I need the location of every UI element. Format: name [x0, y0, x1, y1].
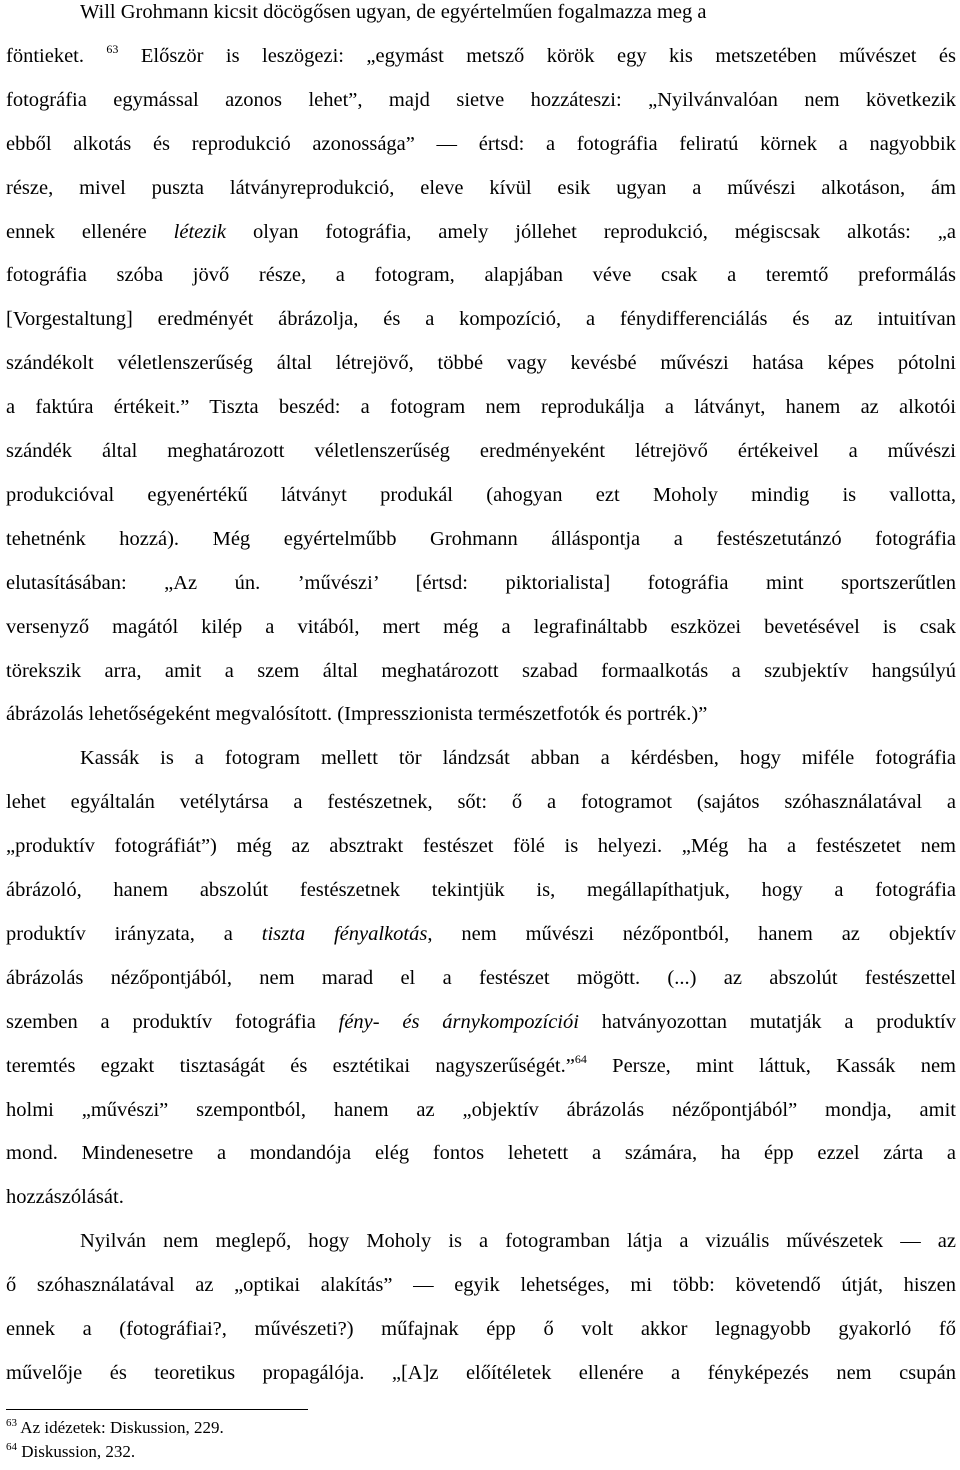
text-segment: ábrázolás nézőpontjából, nem marad el a festészet mögött. (...) az abszolút festészettel	[6, 966, 956, 989]
text-segment: része, mivel puszta látványreprodukció, eleve kívül esik ugyan a művészi alkotáson, ám	[6, 176, 956, 199]
text-segment: produkcióval egyenértékű látványt produkál (ahogyan ezt Moholy mindig is vallotta,	[6, 483, 956, 506]
text-segment: szándékolt véletlenszerűség által létrejövő, többé vagy kevésbé művészi hatása képes pótolni	[6, 352, 956, 375]
text-line	[6, 1273, 956, 1297]
text-segment: holmi „művészi” szempontból, hanem az „objektív ábrázolás nézőpontjából” mondja, amit	[6, 1098, 956, 1121]
text-segment: fotográfia szóba jövő része, a fotogram, alapjában véve csak a teremtő preformálás	[6, 264, 956, 287]
text-line	[6, 1185, 124, 1209]
text-line	[6, 615, 956, 639]
text-segment: ábrázolás lehetőségeként megvalósított. (Impresszionista természetfotók és portrék.)”	[6, 703, 708, 726]
text-line	[6, 659, 956, 683]
text-segment: tehetnénk hozzá). Még egyértelműbb Grohmann álláspontja a festészetutánzó fotográfia	[6, 527, 956, 550]
text-line	[6, 571, 956, 595]
text-line	[6, 395, 956, 419]
footnote-number: 64	[6, 1441, 17, 1453]
text-line	[6, 922, 956, 946]
text-segment: , nem művészi nézőpontból, hanem az objektív	[427, 922, 956, 945]
italic-text: fény- és árnykompozíciói	[338, 1010, 579, 1033]
text-line	[6, 1051, 956, 1078]
text-line	[6, 527, 956, 551]
text-segment: mond. Mindenesetre a mondandója elég fontos lehetett a számára, ha épp ezzel zárta a	[6, 1142, 956, 1165]
text-segment: elutasításában: „Az ún. ’művészi’ [értsd: piktorialista] fotográfia mint sportszerűtlen	[6, 571, 956, 594]
text-segment: törekszik arra, amit a szem által meghatározott szabad formaalkotás a szubjektív hangsúlyú	[6, 659, 956, 682]
text-line	[80, 1229, 956, 1253]
footnote-separator	[6, 1409, 308, 1410]
text-line	[6, 1010, 956, 1034]
text-line	[6, 351, 956, 375]
text-segment: Will Grohmann kicsit döcögősen ugyan, de egyértelműen fogalmazza meg a	[80, 1, 707, 23]
text-line	[6, 834, 956, 858]
text-line	[6, 966, 956, 990]
text-segment: szándék által meghatározott véletlenszerűség eredményeként létrejövő értékeivel a művészi	[6, 440, 956, 462]
text-line	[6, 41, 956, 68]
footnote	[6, 1418, 224, 1438]
text-line	[80, 746, 956, 770]
text-segment: ebből alkotás és reprodukció azonossága” ― értsd: a fotográfia feliratú körnek a nagyobbik	[6, 132, 956, 155]
text-line	[6, 790, 956, 814]
text-line	[6, 1141, 956, 1165]
text-line	[6, 878, 956, 902]
text-segment: [Vorgestaltung] eredményét ábrázolja, és a kompozíció, a fénydifferenciálás és az intuitívan	[6, 308, 956, 331]
text-segment: olyan fotográfia, amely jóllehet reprodukció, mégiscsak alkotás: „a	[226, 220, 956, 243]
footnote-ref: 63	[106, 41, 119, 56]
text-segment: versenyző magától kilép a vitából, mert még a legrafináltabb eszközei bevetésével is csak	[6, 615, 956, 638]
text-segment: fotográfia egymással azonos lehet”, majd sietve hozzáteszi: „Nyilvánvalóan nem következik	[6, 88, 956, 111]
text-segment: ábrázoló, hanem abszolút festészetnek tekintjük is, megállapíthatjuk, hogy a fotográfia	[6, 879, 956, 901]
text-segment: Nyilván nem meglepő, hogy Moholy is a fotogramban látja a vizuális művészetek ― az	[80, 1230, 956, 1253]
text-line	[6, 439, 956, 463]
text-line	[6, 1361, 956, 1385]
footnote-text: Diskussion, 232.	[17, 1442, 136, 1461]
text-segment: föntieket.	[6, 44, 107, 67]
text-segment: szemben a produktív fotográfia	[6, 1010, 339, 1033]
italic-text: létezik	[173, 220, 227, 243]
text-segment: művelője és teoretikus propagálója. „[A]z előítéletek ellenére a fényképezés nem csupán	[6, 1361, 956, 1384]
footnote	[6, 1442, 135, 1462]
text-segment: „produktív fotográfiát”) még az absztrakt festészet fölé is helyezi. „Még ha a festészetet nem	[6, 835, 956, 858]
text-line	[6, 176, 956, 200]
text-line	[6, 1317, 956, 1341]
text-line	[6, 1098, 956, 1122]
text-line	[6, 307, 956, 331]
text-segment: Persze, mint láttuk, Kassák nem	[586, 1054, 956, 1077]
text-line	[6, 702, 707, 726]
text-segment: hatványozottan mutatják a produktív	[578, 1010, 956, 1033]
text-line	[80, 0, 707, 24]
italic-text: tiszta fényalkotás	[261, 922, 428, 945]
footnote-number: 63	[6, 1417, 17, 1429]
text-segment: ennek ellenére	[6, 220, 174, 243]
text-line	[6, 483, 956, 507]
text-line	[6, 88, 956, 112]
text-segment: Először is leszögezi: „egymást metsző körök egy kis metszetében művészet és	[118, 44, 956, 67]
text-segment: lehet egyáltalán vetélytársa a festészetnek, sőt: ő a fotogramot (sajátos szóhasználatával a	[6, 791, 956, 814]
footnote-text: Az idézetek: Diskussion, 229.	[17, 1418, 224, 1437]
text-segment: teremtés egzakt tisztaságát és esztétikai nagyszerűségét.”	[6, 1054, 575, 1077]
text-segment: ő szóhasználatával az „optikai alakítás” ― egyik lehetséges, mi több: követendő útját, hiszen	[6, 1274, 956, 1297]
footnote-ref: 64	[574, 1051, 587, 1066]
text-segment: Kassák is a fotogram mellett tör lándzsát abban a kérdésben, hogy miféle fotográfia	[80, 747, 956, 770]
text-line	[6, 263, 956, 287]
text-segment: produktív irányzata, a	[6, 922, 262, 945]
text-segment: ennek a (fotográfiai?, művészeti?) műfajnak épp ő volt akkor legnagyobb gyakorló fő	[6, 1318, 956, 1340]
text-segment: hozzászólását.	[6, 1186, 124, 1209]
text-line	[6, 220, 956, 244]
text-segment: a faktúra értékeit.” Tiszta beszéd: a fotogram nem reprodukálja a látványt, hanem az alkotói	[6, 396, 956, 419]
text-line	[6, 132, 956, 156]
